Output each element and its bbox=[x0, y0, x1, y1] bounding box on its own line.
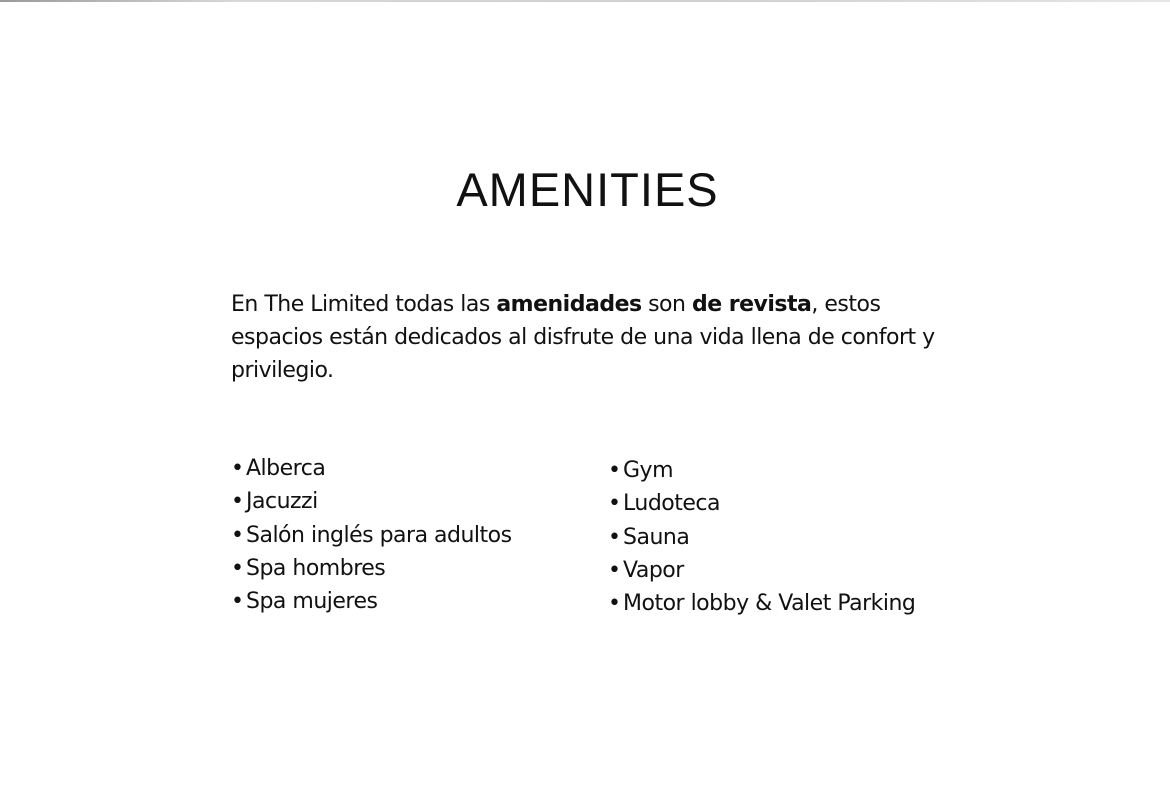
bullet-icon: • bbox=[231, 589, 244, 615]
amenity-item bbox=[608, 454, 915, 487]
bullet-icon: • bbox=[608, 458, 621, 483]
intro-emphasis-amenidades: amenidades bbox=[496, 292, 642, 317]
intro-text-end: , estos espacios están dedicados al disfrute de una vida llena de confort y privilegio. bbox=[231, 292, 935, 383]
bullet-icon: • bbox=[608, 491, 621, 517]
amenities-list-left bbox=[231, 452, 512, 618]
amenity-label: Ludoteca bbox=[623, 491, 720, 517]
amenity-label: Gym bbox=[623, 458, 673, 483]
intro-text-middle: son bbox=[641, 292, 692, 317]
amenity-item bbox=[231, 485, 512, 518]
intro-text-start: En The Limited todas las bbox=[231, 292, 497, 317]
page-title: AMENITIES bbox=[456, 163, 719, 216]
amenity-label: Spa mujeres bbox=[246, 589, 378, 615]
bullet-icon: • bbox=[231, 555, 244, 581]
amenity-label: Jacuzzi bbox=[246, 489, 318, 515]
amenity-label: Vapor bbox=[623, 557, 684, 583]
amenity-label: Alberca bbox=[246, 456, 326, 481]
amenity-item bbox=[231, 552, 512, 585]
amenity-label: Motor lobby & Valet Parking bbox=[623, 591, 916, 617]
amenity-label: Salón inglés para adultos bbox=[246, 522, 512, 548]
amenities-list-right bbox=[608, 454, 915, 620]
amenity-item bbox=[608, 487, 915, 520]
intro-paragraph bbox=[231, 288, 951, 387]
amenity-item bbox=[231, 519, 512, 552]
bullet-icon: • bbox=[231, 522, 244, 548]
bullet-icon: • bbox=[608, 557, 621, 583]
amenity-item bbox=[608, 554, 915, 587]
amenity-item bbox=[608, 521, 915, 554]
intro-emphasis-de-revista: de revista bbox=[691, 292, 812, 317]
amenity-item bbox=[608, 587, 915, 620]
bullet-icon: • bbox=[608, 591, 621, 617]
amenity-label: Spa hombres bbox=[246, 555, 386, 581]
amenity-item bbox=[231, 452, 512, 485]
bullet-icon: • bbox=[608, 524, 621, 550]
bullet-icon: • bbox=[231, 489, 244, 515]
bullet-icon: • bbox=[231, 456, 244, 481]
amenity-item bbox=[231, 585, 512, 618]
amenity-label: Sauna bbox=[623, 524, 690, 550]
top-divider bbox=[0, 0, 1170, 2]
